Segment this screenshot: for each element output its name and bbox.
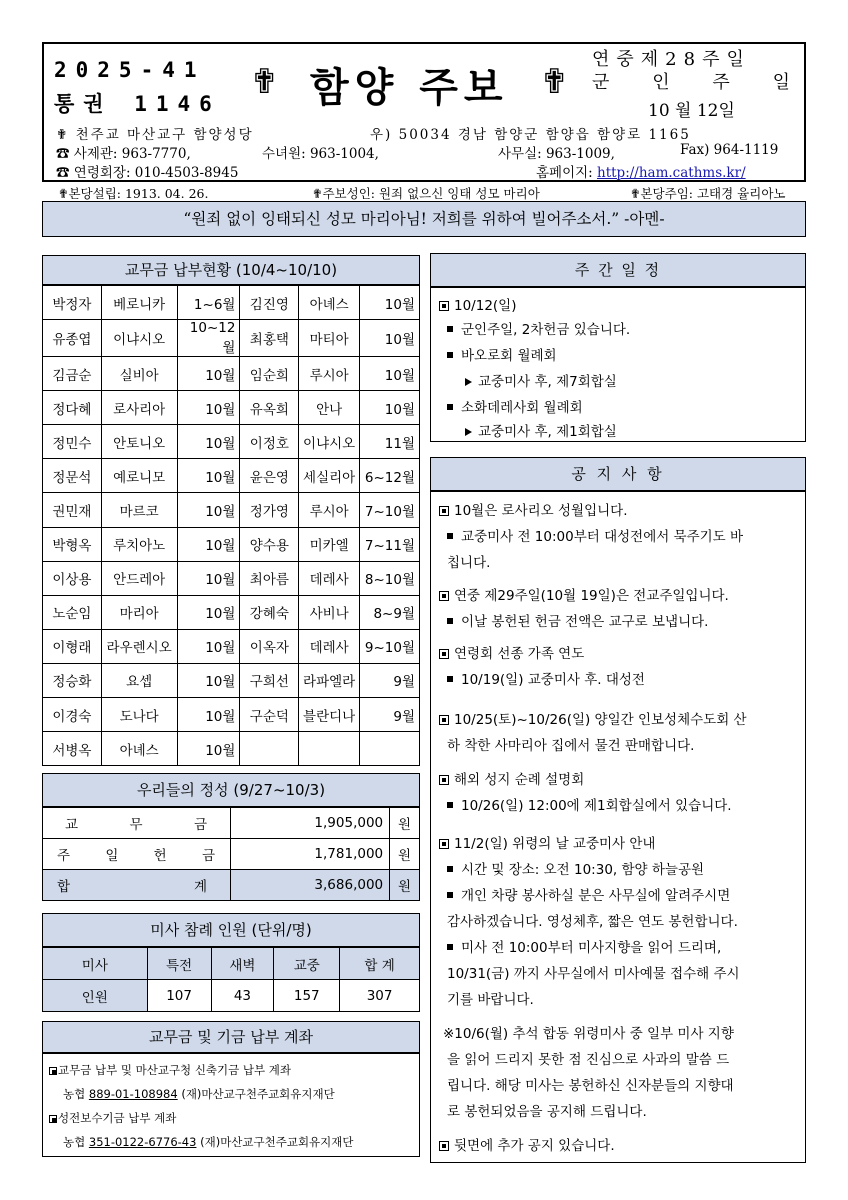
notices-title: 공 지 사 항 [430,457,806,491]
schedule-date: 10/12(일) [439,294,516,314]
tithe-name: 유옥희 [240,391,299,425]
account-2-number[interactable]: 351-0122-6776-43 [88,1135,197,1149]
tithe-row [43,732,420,766]
tithe-row [43,286,420,320]
tithe-period: 1~6월 [177,286,240,320]
tithe-period: 10월 [177,595,240,629]
tithe-name: 권민재 [43,493,102,527]
tithe-row [43,320,420,357]
tithe-name: 구순덕 [240,698,299,732]
tithe-name: 이정호 [240,425,299,459]
tithe-baptismal-name: 세실리아 [299,459,360,493]
offering-row: 주 일 헌 금 1,781,000 원 [43,839,420,870]
offering-title: 우리들의 정성 (9/27~10/3) [42,773,420,807]
tithe-baptismal-name: 도나다 [101,698,177,732]
notice-detail: 미사 전 10:00부터 미사지향을 읽어 드리며, [447,936,721,956]
schedule-subitem: 교중미사 후, 제7회합실 [465,370,617,390]
bulletin-title: 함양 주보 [310,65,509,111]
tithe-name: 이옥자 [240,629,299,663]
notice-detail: 10/31(금) 까지 사무실에서 미사예물 접수해 주시 [447,966,740,982]
tithe-name: 유종엽 [43,320,102,357]
tithe-period: 10월 [177,698,240,732]
offering-total-row: 합 계 3,686,000 원 [43,870,420,901]
tithe-period: 10월 [177,357,240,391]
bulletin-date: 10 월 12일 [648,101,735,121]
notice-detail: 감사하겠습니다. 영성체후, 짧은 연도 봉헌합니다. [447,914,738,930]
tithe-name: 김진영 [240,286,299,320]
tithe-row [43,595,420,629]
notice-item: 10월은 로사리오 성월입니다. [439,499,628,519]
tithe-baptismal-name: 안나 [299,391,360,425]
tithe-period: 10월 [360,357,420,391]
patron-saint: ✟주보성인: 원죄 없으신 잉태 성모 마리아 [312,186,540,201]
tithe-period: 10월 [177,391,240,425]
account-1-number[interactable]: 889-01-108984 [88,1087,178,1101]
issue-number: 2025-41 [54,58,206,82]
schedule-item: 군인주일, 2차헌금 있습니다. [447,318,630,338]
tithe-period: 8~9월 [360,595,420,629]
cross-icon: ✟ [250,62,279,102]
tithe-name: 박형옥 [43,527,102,561]
tithe-period: 10월 [177,732,240,766]
notice-apology: ※10/6(월) 추석 합동 위령미사 중 일부 미사 지향 [443,1026,734,1042]
tithe-name: 정민수 [43,425,102,459]
tithe-row [43,493,420,527]
tithe-baptismal-name: 루시아 [299,357,360,391]
sunday-name: 연중제28주일 [592,49,751,70]
tithe-period: 7~11월 [360,527,420,561]
tithe-baptismal-name: 안드레아 [101,561,177,595]
tithe-row [43,663,420,697]
tithe-baptismal-name: 라우렌시오 [101,629,177,663]
tithe-baptismal-name: 미카엘 [299,527,360,561]
tithe-title: 교무금 납부현황 (10/4~10/10) [42,255,420,285]
account-2: 농협 351-0122-6776-43 (재)마산교구천주교회유지재단 [63,1135,354,1149]
sunday-subtitle: 군 인 주 일 [592,72,797,93]
tithe-baptismal-name: 요셉 [101,663,177,697]
tithe-name: 이형래 [43,629,102,663]
tithe-period: 7~10월 [360,493,420,527]
notice-detail: 시간 및 장소: 오전 10:30, 함양 하늘공원 [447,858,704,878]
notice-detail: 10/19(일) 교중미사 후. 대성전 [447,668,645,688]
tithe-row [43,698,420,732]
tithe-row [43,561,420,595]
tithe-period: 10월 [360,286,420,320]
tithe-table [42,285,420,766]
accounts-panel [42,1053,420,1157]
schedule-item: 소화데레사회 월례회 [447,396,583,416]
tithe-period: 10월 [360,320,420,357]
tithe-baptismal-name [299,732,360,766]
account-2-title: 성전보수기금 납부 계좌 [49,1110,176,1126]
tithe-row [43,391,420,425]
tithe-period: 10월 [177,459,240,493]
tithe-baptismal-name: 아녜스 [101,732,177,766]
tithe-baptismal-name: 예로니모 [101,459,177,493]
tithe-name: 양수용 [240,527,299,561]
tithe-baptismal-name: 루치아노 [101,527,177,561]
tithe-baptismal-name: 베로니카 [101,286,177,320]
notice-item: 뒷면에 추가 공지 있습니다. [439,1134,615,1154]
phone-convent: 수녀원: 963-1004, [262,146,379,162]
tithe-name: 서병옥 [43,732,102,766]
account-1: 농협 889-01-108984 (재)마산교구천주교회유지재단 [63,1087,335,1101]
tithe-period: 9월 [360,663,420,697]
tithe-row [43,629,420,663]
tithe-baptismal-name: 데레사 [299,561,360,595]
tithe-period: 10월 [177,629,240,663]
tithe-period [360,732,420,766]
tithe-baptismal-name: 안토니오 [101,425,177,459]
tithe-name: 구희선 [240,663,299,697]
notice-detail: 하 착한 사마리아 집에서 물건 판매합니다. [447,738,695,754]
tithe-name: 이경숙 [43,698,102,732]
notice-item: 11/2(일) 위령의 날 교중미사 안내 [439,832,655,852]
founding-date: ✟본당설립: 1913. 04. 26. [58,186,209,201]
tithe-name: 최홍택 [240,320,299,357]
tithe-name: 강혜숙 [240,595,299,629]
tithe-period: 8~10월 [360,561,420,595]
tithe-period: 11월 [360,425,420,459]
tithe-baptismal-name: 루시아 [299,493,360,527]
tithe-row [43,425,420,459]
tithe-period: 10월 [177,663,240,697]
tithe-name: 김금순 [43,357,102,391]
volume-number: 통권 1146 [54,92,221,116]
tithe-baptismal-name: 이냐시오 [101,320,177,357]
fax-number: Fax) 964-1119 [680,142,779,158]
tithe-name: 윤은영 [240,459,299,493]
tithe-period: 10월 [177,561,240,595]
notice-apology: 을 읽어 드리지 못한 점 진심으로 사과의 말씀 드 [447,1052,730,1068]
attendance-table: 미사 특전 새벽 교중 합 계 인원 107 43 157 307 [42,947,420,1012]
homepage: 홈페이지: http://ham.cathms.kr/ [536,165,746,181]
tithe-name: 정문석 [43,459,102,493]
pastor-name: ✟본당주임: 고태경 율리아노 [630,186,786,201]
tithe-row [43,357,420,391]
tithe-baptismal-name: 사비나 [299,595,360,629]
tithe-period: 10월 [177,493,240,527]
attendance-title: 미사 참례 인원 (단위/명) [42,913,420,947]
cross-icon: ✟ [540,62,569,102]
notice-apology: 립니다. 해당 미사는 봉헌하신 신자분들의 지향대 [447,1078,734,1094]
parish-info: ✟ 천주교 마산교구 함양성당 [56,127,254,143]
tithe-baptismal-name: 마티아 [299,320,360,357]
schedule-panel [430,287,806,442]
tithe-baptismal-name: 데레사 [299,629,360,663]
notice-item: 연중 제29주일(10월 19일)은 전교주일입니다. [439,584,729,604]
tithe-period: 10월 [177,527,240,561]
tithe-baptismal-name: 마리아 [101,595,177,629]
phone-president: ☎ 연령회장: 010-4503-8945 [56,165,239,181]
tithe-name: 노순임 [43,595,102,629]
accounts-title: 교무금 및 기금 납부 계좌 [42,1021,420,1053]
prayer-banner: “원죄 없이 잉태되신 성모 마리아님! 저희를 위하여 빌어주소서.” -아멘- [42,201,806,237]
tithe-period: 6~12월 [360,459,420,493]
offering-total: 3,686,000 [230,870,389,901]
notice-detail: 개인 차량 봉사하실 분은 사무실에 알려주시면 [447,884,730,904]
notice-item: 해외 성지 순례 설명회 [439,768,584,788]
schedule-item: 바오로회 월례회 [447,344,557,364]
tithe-period: 9월 [360,698,420,732]
notice-detail: 기를 바랍니다. [447,992,534,1008]
notice-item: 연령회 선종 가족 연도 [439,642,584,662]
tithe-row [43,527,420,561]
tithe-baptismal-name: 아녜스 [299,286,360,320]
notice-detail: 칩니다. [447,555,491,571]
notice-item: 10/25(토)~10/26(일) 양일간 인보성체수도회 산 [439,708,747,728]
tithe-baptismal-name: 블란디나 [299,698,360,732]
tithe-row [43,459,420,493]
tithe-period: 9~10월 [360,629,420,663]
notice-detail: 10/26(일) 12:00에 제1회합실에서 있습니다. [447,794,732,814]
notices-panel [430,491,806,1163]
tithe-period: 10~12월 [177,320,240,357]
tithe-baptismal-name: 로사리아 [101,391,177,425]
tithe-name [240,732,299,766]
tithe-name: 박정자 [43,286,102,320]
phone-office: 사무실: 963-1009, [498,146,615,162]
notice-detail: 이날 봉헌된 헌금 전액은 교구로 보냅니다. [447,610,708,630]
tithe-name: 임순희 [240,357,299,391]
offering-table [42,807,420,901]
tithe-baptismal-name: 이냐시오 [299,425,360,459]
tithe-name: 정가영 [240,493,299,527]
tithe-name: 정승화 [43,663,102,697]
tithe-baptismal-name: 실비아 [101,357,177,391]
homepage-link[interactable]: http://ham.cathms.kr/ [597,165,746,181]
notice-detail: 교중미사 전 10:00부터 대성전에서 묵주기도 바 [447,525,743,545]
tithe-period: 10월 [177,425,240,459]
schedule-subitem: 교중미사 후, 제1회합실 [465,420,617,440]
offering-row: 교 무 금 1,905,000 원 [43,808,420,839]
phone-rectory: ☎ 사제관: 963-7770, [56,146,191,162]
tithe-period: 10월 [360,391,420,425]
notice-apology: 로 봉헌되었음을 공지해 드립니다. [447,1104,647,1120]
offering-amount: 1,905,000 [230,808,389,839]
parish-address: 우) 50034 경남 함양군 함양읍 함양로 1165 [370,127,691,143]
tithe-name: 이상용 [43,561,102,595]
offering-amount: 1,781,000 [230,839,389,870]
tithe-baptismal-name: 마르코 [101,493,177,527]
account-1-title: 교무금 납부 및 마산교구청 신축기금 납부 계좌 [49,1062,291,1078]
tithe-name: 최아름 [240,561,299,595]
schedule-title: 주 간 일 정 [430,253,806,287]
tithe-name: 정다혜 [43,391,102,425]
tithe-baptismal-name: 라파엘라 [299,663,360,697]
